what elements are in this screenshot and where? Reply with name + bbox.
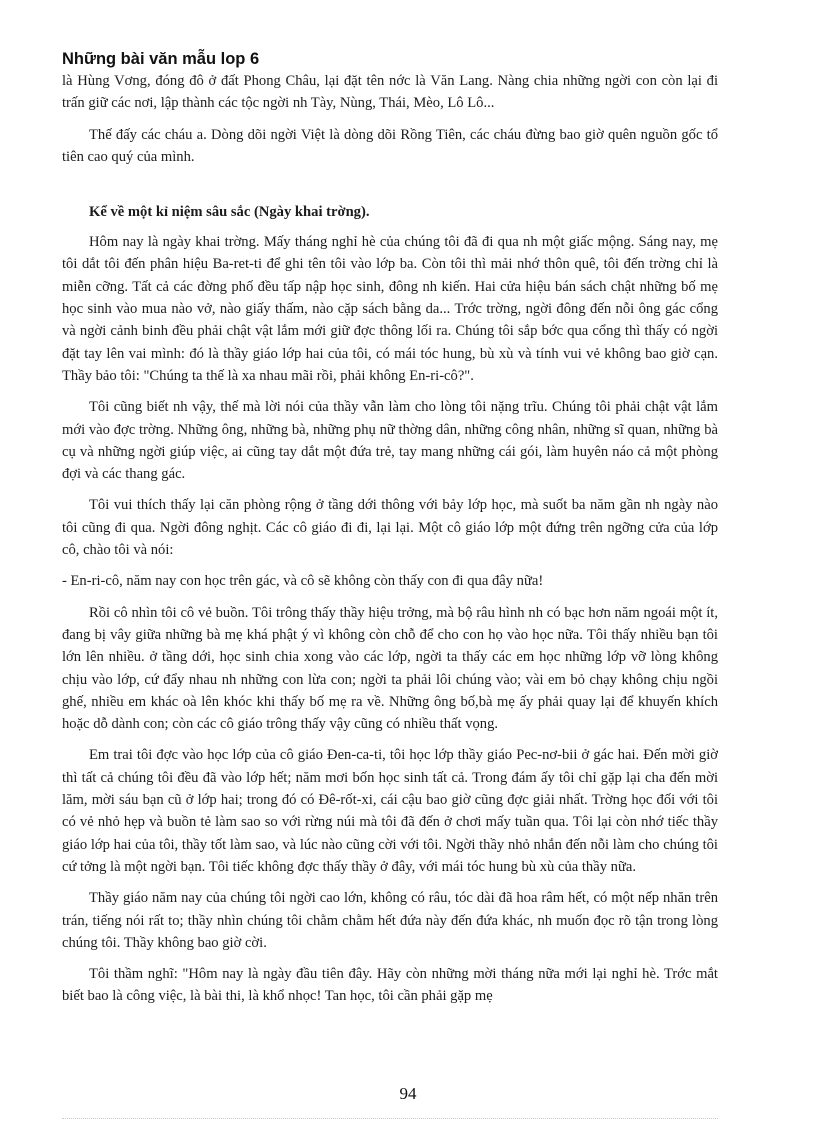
footer-divider (62, 1118, 718, 1119)
paragraph: Tôi vui thích thấy lại căn phòng rộng ở tầng dới thông với bảy lớp học, mà suốt ba năm gần nh ngày nào tôi cũng đi qua. Ngời đông nghịt. Các cô giáo đi đi, lại lại. Một cô giáo lớp một đứng trên ngỡng cửa của lớp cô, chào tôi và nói: (62, 497, 718, 559)
paragraph: Thầy giáo năm nay của chúng tôi ngời cao lớn, không có râu, tóc dài đã hoa râm hết, có một nếp nhăn trên trán, tiếng nói rất to; thầy nhìn chúng tôi chằm chằm hết đứa này đến đứa khác, nh muốn đọc rõ tận trong lòng chúng tôi. Thầy không bao giờ cời. (62, 890, 718, 951)
page-header-title: Những bài văn mẫu lop 6 (62, 50, 260, 68)
section-heading: Kể về một kỉ niệm sâu sắc (Ngày khai trờng). (89, 204, 370, 221)
page-body (62, 70, 718, 1017)
paragraph: Tôi thầm nghĩ: "Hôm nay là ngày đầu tiên đây. Hãy còn những mời tháng nữa mới lại nghỉ hè. Trớc mắt biết bao là công việc, là bài thi, là khổ nhọc! Tan học, tôi cần phải gặp mẹ (62, 966, 718, 1005)
paragraph: Hôm nay là ngày khai trờng. Mấy tháng nghỉ hè của chúng tôi đã đi qua nh một giấc mộng. Sáng nay, mẹ tôi dắt tôi đến phân hiệu Ba-ret-ti để ghi tên tôi vào lớp ba. Còn tôi thì mải nhớ thôn quê, tôi đến trờng chỉ là miễn cỡng. Tất cả các đờng phố đều tấp nập học sinh, đông nh kiến. Hai cửa hiệu bán sách chật những bố mẹ học sinh vào mua nào vở, nào giấy thấm, nào cặp sách bằng da... Trớc trờng, ngời đông đến nỗi ông gác cổng và ngời cảnh binh đều phải chật vật lắm mới giữ đợc thông lối ra. Chúng tôi sắp bớc qua cổng thì thấy có ngời đặt tay lên vai mình: đó là thầy giáo lớp hai của tôi, có mái tóc hung, bù xù và tính vui vẻ không bao giờ cạn. Thầy bảo tôi: "Chúng ta thế là xa nhau mãi rồi, phải không En-ri-cô?". (62, 234, 718, 384)
paragraph: là Hùng Vơng, đóng đô ở đất Phong Châu, lại đặt tên nớc là Văn Lang. Nàng chia những ngời con còn lại đi trấn giữ các nơi, lập thành các tộc ngời nh Tày, Nùng, Thái, Mèo, Lô Lô... (62, 73, 718, 112)
page-number: 94 (399, 1084, 417, 1103)
paragraph: Tôi cũng biết nh vậy, thế mà lời nói của thầy vẫn làm cho lòng tôi nặng trĩu. Chúng tôi phải chật vật lắm mới vào đợc trờng. Những ông, những bà, những phụ nữ thờng dân, những công nhân, những sĩ quan, những bà cụ và những ngời giúp việc, ai cũng tay dắt một đứa trẻ, tay mang những cái gói, làm huyên náo cả một phòng đợi và các thang gác. (62, 399, 718, 483)
paragraph: Thế đấy các cháu a. Dòng dõi ngời Việt là dòng dõi Rồng Tiên, các cháu đừng bao giờ quên nguồn gốc tổ tiên cao quý của mình. (62, 126, 718, 165)
paragraph: Em trai tôi đợc vào học lớp của cô giáo Đen-ca-ti, tôi học lớp thầy giáo Pec-nơ-bii ở gác hai. Đến mời giờ thì tất cả chúng tôi đều đã vào lớp hết; năm mơi bốn học sinh tất cả. Trong đám ấy tôi chỉ gặp lại cha đến mời lăm, mời sáu bạn cũ ở lớp hai; trong đó có Đê-rốt-xi, cái cậu bao giờ cũng đợc giải nhất. Trờng học đối với tôi có vẻ nhỏ hẹp và buồn tẻ làm sao so với rừng núi mà tôi đã đến ở chơi mấy tuần qua. Tôi lại còn nhớ tiếc thầy giáo lớp hai của tôi, thầy tốt làm sao, và lúc nào cũng cời với tôi. Ngời thầy nhỏ nhắn đến nỗi làm cho chúng tôi cứ tởng là một ngời bạn. Tôi tiếc không đợc thấy thầy ở đây, với mái tóc hung bù xù của thầy nữa. (62, 747, 718, 875)
paragraph: Rồi cô nhìn tôi cô vẻ buồn. Tôi trông thấy thầy hiệu trởng, mà bộ râu hình nh có bạc hơn năm ngoái một ít, đang bị vây giữa những bà mẹ khá phật ý vì không còn chỗ để cho con họ vào học nữa. Tôi thấy nhiều bạn tôi lớn lên nhiều. ở tầng dới, học sinh chia xong vào các lớp, ngời ta thấy các em học những lớp vỡ lòng không chịu vào lớp, cứ đẩy nhau nh những con lừa con; ngời ta phải lôi chúng vào; vài em bỏ chạy không chịu ngồi ghế, nhiều em khác oà lên khóc khi thấy bố mẹ ra về. Những ông bố,bà mẹ ấy phải quay lại để khuyến khích hoặc dỗ dành con; còn các cô giáo trông thấy vậy cũng có nhiều thất vọng. (62, 604, 718, 733)
dialogue-line: - En-ri-cô, năm nay con học trên gác, và cô sẽ không còn thấy con đi qua đây nữa! (62, 573, 544, 590)
